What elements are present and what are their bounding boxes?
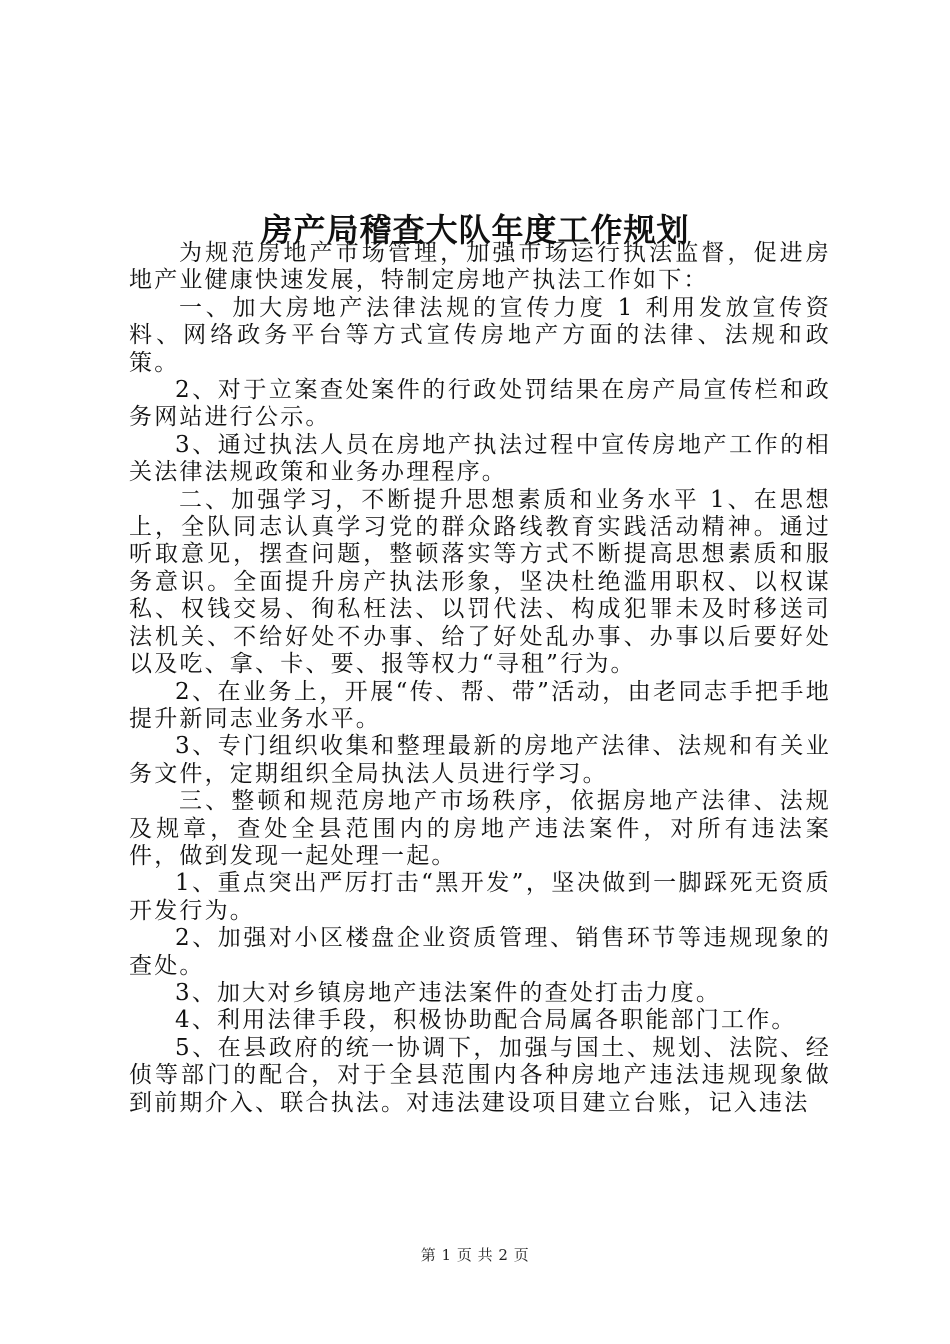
paragraph-section-3-item-3: 3、加大对乡镇房地产违法案件的查处打击力度。 <box>175 979 722 1006</box>
paragraph-section-1-item-3: 3、通过执法人员在房地产执法过程中宣传房地产工作的相关法律法规政策和业务办理程序。 <box>129 431 831 486</box>
paragraph-section-3: 三、整顿和规范房地产市场秩序，依据房地产法律、法规及规章，查处全县范围内的房地产违法案件，对所有违法案件，做到发现一起处理一起。 <box>129 788 831 869</box>
paragraph-section-2: 二、加强学习，不断提升思想素质和业务水平 1、在思想上，全队同志认真学习党的群众路线教育实践活动精神。通过听取意见，摆查问题，整顿落实等方式不断提高思想素质和服务意识。全面提升房产执法形象，坚决杜绝滥用职权、以权谋私、权钱交易、徇私枉法、以罚代法、构成犯罪未及时移送司法机关、不给好处不办事、给了好处乱办事、办事以后要好处以及吃、拿、卡、要、报等权力“寻租”行为。 <box>129 486 831 678</box>
paragraph-section-3-item-1: 1、重点突出严厉打击“黑开发”，坚决做到一脚踩死无资质开发行为。 <box>129 870 831 924</box>
paragraph-section-3-item-2: 2、加强对小区楼盘企业资质管理、销售环节等违规现象的查处。 <box>129 925 831 979</box>
paragraph-section-2-item-2: 2、在业务上，开展“传、帮、带”活动，由老同志手把手地提升新同志业务水平。 <box>129 678 831 732</box>
paragraph-section-2-item-3: 3、专门组织收集和整理最新的房地产法律、法规和有关业务文件，定期组织全局执法人员进行学习。 <box>129 733 831 787</box>
paragraph-section-1-item-2: 2、对于立案查处案件的行政处罚结果在房产局宣传栏和政务网站进行公示。 <box>129 377 831 431</box>
paragraph-section-3-item-4: 4、利用法律手段，积极协助配合局属各职能部门工作。 <box>175 1007 797 1034</box>
page-footer: 第 1 页 共 2 页 <box>420 1246 530 1264</box>
paragraph-section-1: 一、加大房地产法律法规的宣传力度 1 利用发放宣传资料、网络政务平台等方式宣传房地产方面的法律、法规和政策。 <box>129 294 831 376</box>
paragraph-section-3-item-5: 5、在县政府的统一协调下，加强与国土、规划、法院、经侦等部门的配合，对于全县范围内各种房地产违法违规现象做到前期介入、联合执法。对违法建设项目建立台账，记入违法 <box>129 1034 831 1116</box>
document-body <box>129 240 831 1117</box>
document-title: 房产局稽查大队年度工作规划 <box>260 211 690 250</box>
paragraph-intro: 为规范房地产市场管理，加强市场运行执法监督，促进房地产业健康快速发展，特制定房地产执法工作如下： <box>129 240 831 294</box>
